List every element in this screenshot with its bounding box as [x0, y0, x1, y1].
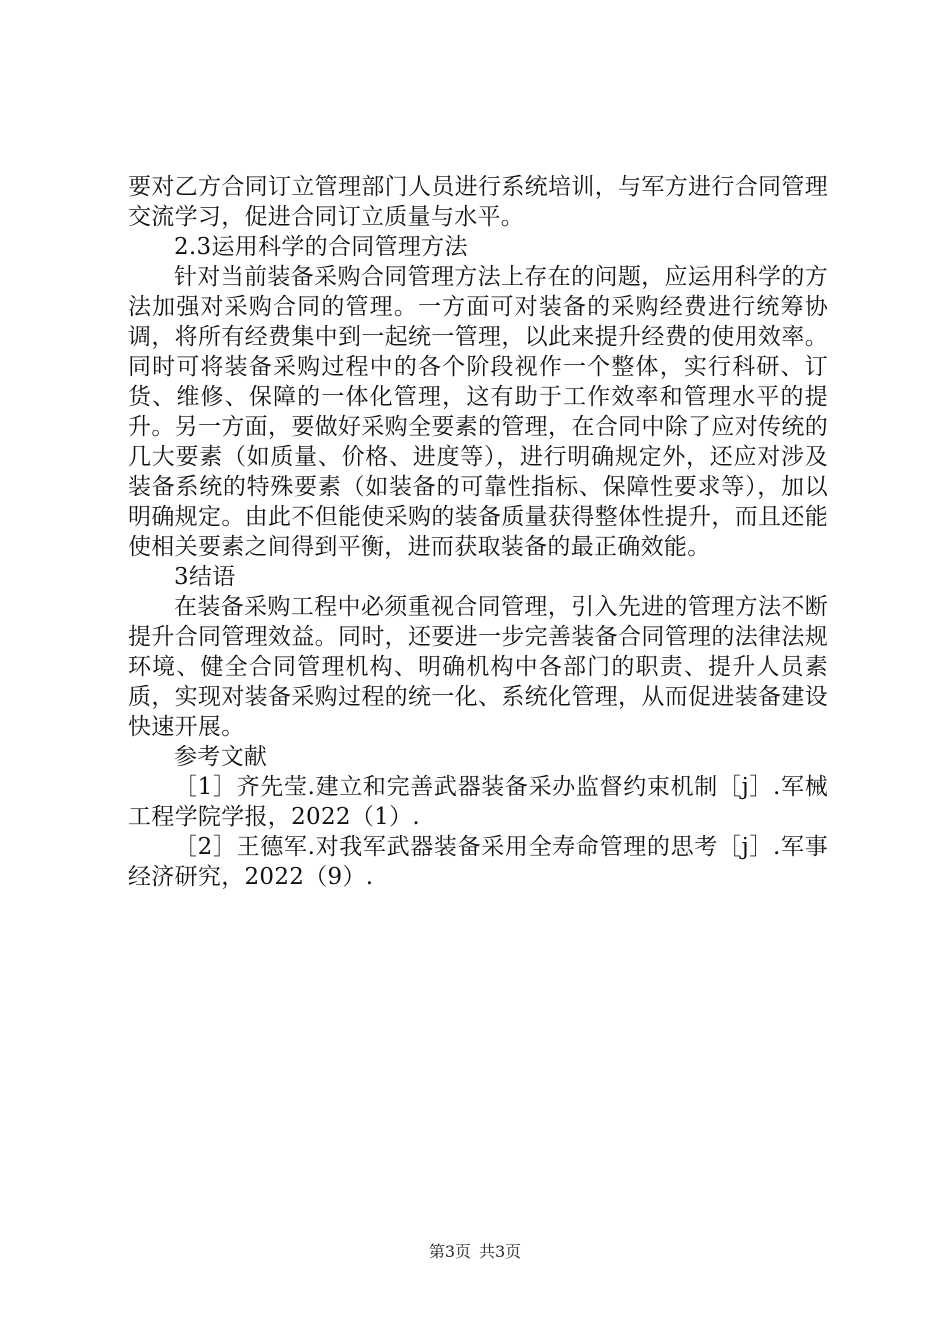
references-heading: 参考文献	[174, 744, 268, 770]
paragraph-scientific-methods: 针对当前装备采购合同管理方法上存在的问题，应运用科学的方法加强对采购合同的管理。一方面可对装备的采购经费进行统筹协调，将所有经费集中到一起统一管理，以此来提升经费的使用效率。同时可将装备采购过程中的各个阶段视作一个整体，实行科研、订货、维修、保障的一体化管理，这有助于工作效率和管理水平的提升。另一方面，要做好采购全要素的管理，在合同中除了应对传统的几大要素（如质量、价格、进度等），进行明确规定外，还应对涉及装备系统的特殊要素（如装备的可靠性指标、保障性要求等），加以明确规定。由此不但能使采购的装备质量获得整体性提升，而且还能使相关要素之间得到平衡，进而获取装备的最正确效能。	[128, 264, 828, 560]
page-number: 第3页	[428, 1242, 471, 1261]
page-footer	[0, 1242, 950, 1262]
paragraph-training-continuation: 要对乙方合同订立管理部门人员进行系统培训，与军方进行合同管理交流学习，促进合同订立质量与水平。	[128, 174, 828, 230]
section-heading-conclusion: 3结语	[174, 564, 236, 590]
page-total: 共3页	[479, 1242, 522, 1261]
paragraph-conclusion: 在装备采购工程中必须重视合同管理，引入先进的管理方法不断提升合同管理效益。同时，还要进一步完善装备合同管理的法律法规环境、健全合同管理机构、明确机构中各部门的职责、提升人员素质，实现对装备采购过程的统一化、系统化管理，从而促进装备建设快速开展。	[128, 594, 828, 740]
reference-item-1: ［1］齐先莹.建立和完善武器装备采办监督约束机制［j］.军械工程学院学报，2022（1）.	[128, 774, 828, 830]
document-body	[128, 172, 828, 892]
section-heading-2-3: 2.3运用科学的合同管理方法	[174, 234, 468, 260]
reference-item-2: ［2］王德军.对我军武器装备采用全寿命管理的思考［j］.军事经济研究，2022（9）.	[128, 834, 828, 890]
